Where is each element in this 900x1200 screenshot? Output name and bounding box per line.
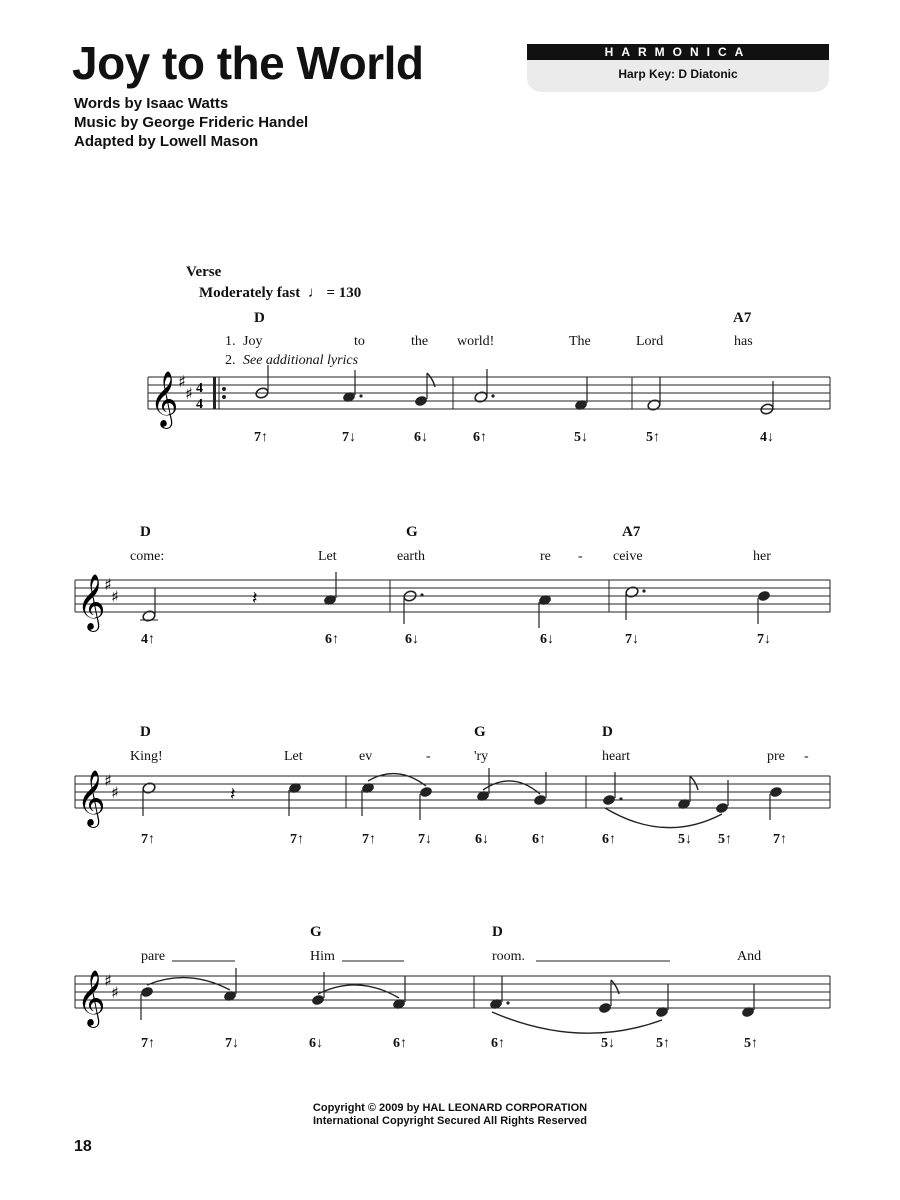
treble-clef-icon: 𝄞 (77, 770, 106, 826)
melisma-lines (0, 959, 900, 963)
copyright-line: International Copyright Secured All Rights Reserved (312, 1115, 588, 1127)
lyric-syllable: ev (359, 749, 373, 764)
harmonica-tab: 7↑ (362, 832, 376, 847)
treble-clef-icon: 𝄞 (150, 371, 179, 427)
lyric-syllable: ceive (613, 549, 643, 564)
harmonica-tab: 5↓ (601, 1036, 615, 1051)
lyric-syllable: Joy (243, 334, 263, 349)
lyric-syllable: re (540, 549, 551, 564)
copyright-notice (0, 1102, 900, 1128)
harmonica-tab: 6↑ (325, 632, 339, 647)
chord-symbol: A7 (733, 310, 752, 326)
harmonica-tab: 7↓ (418, 832, 432, 847)
lyric-syllable: come: (130, 549, 165, 564)
lyric-syllable: heart (602, 749, 630, 764)
tempo-text: Moderately fast (199, 285, 301, 301)
harmonica-tab: 6↑ (532, 832, 546, 847)
harmonica-tab: 4↑ (141, 632, 155, 647)
chord-symbol: D (254, 310, 265, 326)
chord-symbol: G (310, 924, 322, 940)
lyric-syllable: Lord (636, 334, 664, 349)
harmonica-tab: 7↑ (290, 832, 304, 847)
harmonica-tab: 7↓ (225, 1036, 239, 1051)
page-number: 18 (74, 1138, 92, 1155)
harmonica-tab: 6↓ (414, 430, 428, 445)
svg-text:♯: ♯ (104, 575, 112, 594)
harmonica-tab: 7↓ (625, 632, 639, 647)
additional-lyrics-note: See additional lyrics (243, 353, 359, 368)
credit-music: Music by George Frideric Handel (74, 114, 309, 131)
svg-text:♯: ♯ (111, 783, 119, 802)
credit-adapted: Adapted by Lowell Mason (74, 133, 259, 150)
lyric-syllable: pare (141, 949, 166, 964)
music-system-2 (0, 524, 900, 724)
harmonica-tab: 7↑ (254, 430, 268, 445)
svg-text:♯: ♯ (178, 372, 186, 391)
harmonica-tab: 6↑ (473, 430, 487, 445)
harmonica-tab: 6↑ (491, 1036, 505, 1051)
tempo-value: = 130 (326, 285, 362, 301)
lyric-syllable: Let (284, 749, 303, 764)
harmonica-tab: 6↓ (309, 1036, 323, 1051)
lyric-syllable: her (753, 549, 771, 564)
harmonica-tab: 5↑ (656, 1036, 670, 1051)
lyric-syllable: room. (492, 949, 526, 964)
lyric-syllable: And (737, 949, 762, 964)
lyric-syllable: pre (767, 749, 785, 764)
lyric-syllable: the (411, 334, 429, 349)
verse-number: 1. (225, 334, 236, 349)
chord-symbol: D (492, 924, 503, 940)
svg-text:♯: ♯ (111, 587, 119, 606)
verse-number: 2. (225, 353, 236, 368)
credits (74, 94, 308, 151)
lyric-syllable: earth (397, 549, 425, 564)
lyric-syllable: to (354, 334, 365, 349)
credit-words: Words by Isaac Watts (74, 95, 229, 112)
harmonica-tab: 5↑ (646, 430, 660, 445)
lyric-syllable: The (569, 334, 591, 349)
quarter-note-icon: ♩ (303, 285, 323, 301)
svg-text:♯: ♯ (111, 983, 119, 1002)
harmonica-tab: 6↑ (602, 832, 616, 847)
chord-symbol: G (406, 524, 418, 540)
song-title: Joy to the World (72, 37, 424, 89)
harmonica-tab: 5↓ (574, 430, 588, 445)
chord-symbol: D (140, 524, 151, 540)
staff (0, 964, 900, 1054)
copyright-line: Copyright © 2009 by HAL LEONARD CORPORATION (312, 1102, 588, 1114)
lyric-syllable: has (734, 334, 753, 349)
harmonica-tab: 7↑ (141, 832, 155, 847)
lyric-syllable: Let (318, 549, 337, 564)
harmonica-tab: 5↑ (718, 832, 732, 847)
harmonica-tab: 6↑ (393, 1036, 407, 1051)
harmonica-tab: 5↑ (744, 1036, 758, 1051)
lyric-hyphen: - (804, 749, 809, 764)
harmonica-tab: 5↓ (678, 832, 692, 847)
chord-symbol: D (602, 724, 613, 740)
quarter-rest-icon: 𝄽 (230, 784, 236, 805)
treble-clef-icon: 𝄞 (77, 574, 106, 630)
instrument-name: HARMONICA (527, 44, 829, 60)
music-system-4 (0, 924, 900, 1124)
lyric-syllable: world! (457, 334, 495, 349)
harp-key: Harp Key: D Diatonic (618, 67, 738, 81)
time-signature: 4 (196, 381, 203, 396)
lyric-syllable: King! (130, 749, 163, 764)
harmonica-tab: 7↓ (757, 632, 771, 647)
harmonica-tab: 7↓ (342, 430, 356, 445)
harmonica-tab: 6↓ (475, 832, 489, 847)
chord-symbol: G (474, 724, 486, 740)
section-label: Verse (186, 264, 222, 280)
svg-text:♯: ♯ (104, 771, 112, 790)
chord-symbol: D (140, 724, 151, 740)
lyric-syllable: Him (310, 949, 335, 964)
harmonica-tab: 7↑ (773, 832, 787, 847)
staff (0, 764, 900, 854)
harmonica-tab: 6↓ (540, 632, 554, 647)
tempo-marking (199, 285, 361, 302)
svg-text:♯: ♯ (104, 971, 112, 990)
lyric-hyphen: - (426, 749, 431, 764)
music-system-1 (0, 310, 900, 510)
lyric-syllable: 'ry (474, 749, 489, 764)
music-system-3 (0, 724, 900, 924)
svg-text:4: 4 (196, 397, 203, 412)
harmonica-tab: 6↓ (405, 632, 419, 647)
quarter-rest-icon: 𝄽 (252, 588, 258, 609)
harmonica-tab: 7↑ (141, 1036, 155, 1051)
instrument-box (527, 44, 829, 92)
harmonica-tab: 4↓ (760, 430, 774, 445)
lyric-hyphen: - (578, 549, 583, 564)
chord-symbol: A7 (622, 524, 641, 540)
treble-clef-icon: 𝄞 (77, 970, 106, 1026)
svg-text:♯: ♯ (185, 384, 193, 403)
